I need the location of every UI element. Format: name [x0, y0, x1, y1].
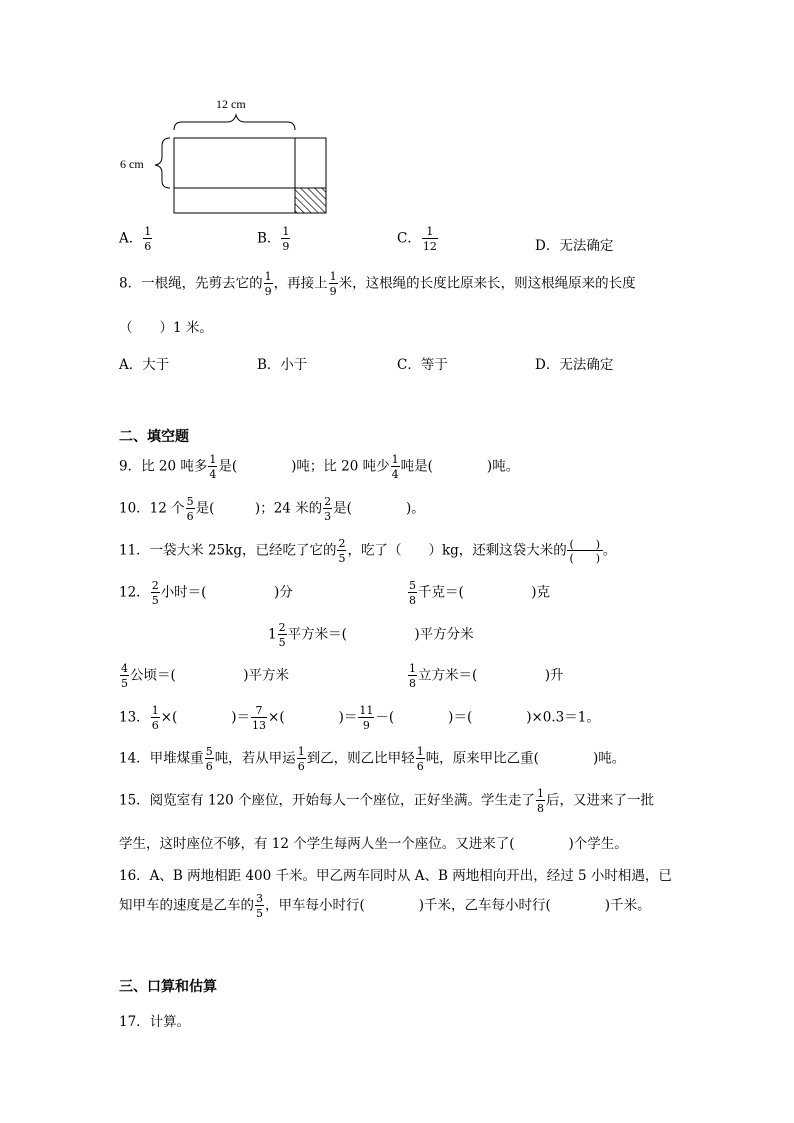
q8-option-c[interactable]: C．等于 [397, 357, 448, 373]
rectangle-diagram [115, 95, 345, 220]
question-12c: 1 $\frac{2}{5}$ 平方米＝( )平方分米 [268, 621, 474, 649]
answer-blank-fraction[interactable]: ( ) ( ) [567, 539, 603, 564]
height-label: 6 cm [120, 157, 144, 171]
question-15-line2: 学生，这时座位不够，有 12 个学生每两人坐一个座位。又进来了( )个学生。 [119, 836, 628, 852]
fraction: $\frac{1}{12}$ [422, 225, 437, 253]
q8-option-a[interactable]: A．大于 [119, 357, 170, 373]
question-10: 10．12 个 $\frac{5}{6}$ 是( )；24 米的 $\frac{2}{3}$ 是( )。 [119, 495, 425, 523]
question-13: 13． $\frac{1}{6}$ ×( )＝ $\frac{7}{13}$ ×( )＝ $\frac{11}{9}$ －( )＝( )×0.3＝1。 [119, 704, 600, 732]
q7-option-d[interactable]: D．无法确定 [535, 238, 614, 254]
question-12d: $\frac{4}{5}$ 公顷＝( )平方米 [121, 662, 290, 690]
fraction: $\frac{1}{9}$ [282, 225, 290, 253]
section-title: 二、填空题 [119, 429, 189, 445]
width-label: 12 cm [216, 97, 246, 111]
q7-option-b[interactable]: B． $\frac{1}{9}$ [257, 225, 290, 253]
question-16-line2: 知甲车的速度是乙车的 $\frac{3}{5}$ ，甲车每小时行( )千米，乙车每小时行( )千米。 [119, 892, 651, 920]
question-16: 16．A、B 两地相距 400 千米。甲乙两车同时从 A、B 两地相向开出，经过 5 小时相遇，已 [119, 868, 672, 884]
question-14: 14．甲堆煤重 $\frac{5}{6}$ 吨，若从甲运 $\frac{1}{6}$ 到乙，则乙比甲轻 $\frac{1}{6}$ 吨，原来甲比乙重( )吨。 [119, 745, 626, 773]
shaded-cell [295, 188, 326, 213]
question-11: 11．一袋大米 25kg，已经吃了它的 $\frac{2}{5}$ ，吃了（ ）kg，还剩这袋大米的 ( ) ( ) 。 [119, 537, 617, 565]
left-brace [155, 138, 170, 188]
q8-option-d[interactable]: D．无法确定 [535, 357, 614, 373]
question-12e: $\frac{1}{8}$ 立方米＝( )升 [409, 662, 564, 690]
question-8-line2: （ ）1 米。 [119, 320, 213, 336]
question-8: 8．一根绳，先剪去它的 $\frac{1}{9}$ ，再接上 $\frac{1}{9}$ 米，这根绳的长度比原来长，则这根绳原来的长度 [119, 270, 636, 298]
fraction: $\frac{1}{6}$ [144, 225, 152, 253]
q7-option-c[interactable]: C． $\frac{1}{12}$ [397, 225, 437, 253]
question-12b: $\frac{5}{8}$ 千克＝( )克 [409, 579, 551, 607]
question-15: 15．阅览室有 120 个座位，开始每人一个座位，正好坐满。学生走了 $\frac{1}{8}$ 后，又进来了一批 [119, 787, 655, 815]
question-12a: 12． $\frac{2}{5}$ 小时＝( )分 [119, 579, 293, 607]
question-17: 17．计算。 [119, 1014, 191, 1030]
question-9: 9．比 20 吨多 $\frac{1}{4}$ 是( )吨；比 20 吨少 $\frac{1}{4}$ 吨是( )吨。 [119, 453, 520, 481]
q8-option-b[interactable]: B．小于 [257, 357, 308, 373]
top-brace [174, 115, 295, 130]
section-title: 三、口算和估算 [119, 979, 217, 995]
q7-option-a[interactable]: A． $\frac{1}{6}$ [119, 225, 152, 253]
